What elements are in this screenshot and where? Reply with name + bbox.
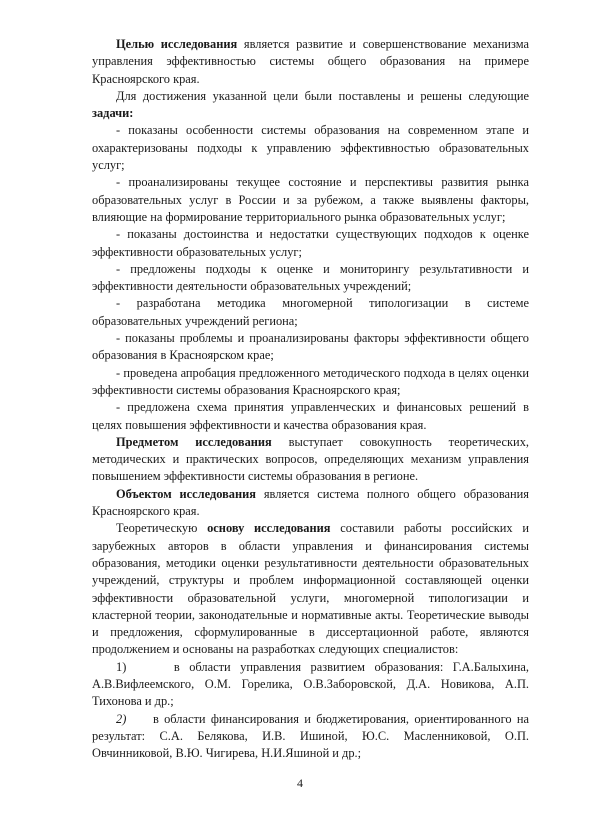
term-subject: Предметом исследования <box>116 434 272 449</box>
term-object: Объектом исследования <box>116 486 256 501</box>
paragraph-subject <box>92 434 529 486</box>
task-item: - проанализированы текущее состояние и перспективы развития рынка образовательных услуг в России и за рубежом, а также выявлены факторы, влияющие на формирование территориального рынка образовательных услуг; <box>92 175 529 224</box>
task-item: - показаны особенности системы образования на современном этапе и охарактеризованы подходы к управлению эффективностью образовательных услуг; <box>92 123 529 173</box>
theory-text-start: Теоретическую <box>116 521 208 536</box>
task-item: - показаны достоинства и недостатки существующих подходов к оценке эффективности образовательных услуг; <box>92 227 529 259</box>
paragraph-goal <box>92 36 529 88</box>
term-basis: основу исследования <box>207 521 331 536</box>
paragraph-object-text: является система полного общего образования Красноярского края. <box>92 486 529 519</box>
item-number: 2) <box>116 711 127 726</box>
paragraph-tasks-intro <box>92 88 529 123</box>
paragraph-subject-text: выступает совокупность теоретических, методических и практических вопросов, определяющих механизм управления повышением эффективности системы образования в регионе. <box>92 434 529 484</box>
task-item: - предложена схема принятия управленческих и финансовых решений в целях повышения эффективности и качества образования края. <box>92 400 529 432</box>
term-tasks: задачи: <box>92 106 134 121</box>
numbered-item-2 <box>92 711 529 763</box>
term-goal: Целью исследования <box>116 37 238 51</box>
task-item: - предложены подходы к оценке и мониторингу результативности и эффективности деятельности образовательных учреждений; <box>92 261 529 294</box>
item-number: 1) <box>116 659 127 674</box>
paragraph-object <box>92 486 529 521</box>
page-number: 4 <box>297 776 303 790</box>
task-item: - разработана методика многомерной типологизации в системе образовательных учреждений региона; <box>92 296 529 328</box>
tasks-intro-text: Для достижения указанной цели были поставлены и решены следующие <box>116 88 529 103</box>
body-text <box>92 36 529 762</box>
paragraph-theory <box>92 520 529 658</box>
theory-text-end: составили работы российских и зарубежных авторов в области управления и финансирования системы образования, методики оценки результативности деятельности образовательных учреждений, структуры и проблем информационной составляющей оценки эффективности образовательной услуги, многомерной типологизации и кластерной теории, законодательные и нормативные акты. Теоретические выводы и предложения, сформулированные в диссертационной работе, являются продолжением и основаны на разработках следующих специалистов: <box>92 521 529 657</box>
task-item: - показаны проблемы и проанализированы факторы эффективности общего образования в Красноярском крае; <box>92 331 529 363</box>
paragraph-goal-text: является развитие и совершенствование механизма управления эффективностью системы общего образования на примере Красноярского края. <box>92 37 529 86</box>
numbered-item-text: в области управления развитием образования: Г.А.Балыхина, А.В.Вифлеемского, О.М. Горелика, О.В.Заборовской, Д.А. Новикова, А.П. Тихонова и др.; <box>92 659 529 709</box>
numbered-item-text: в области финансирования и бюджетирования, ориентированного на результат: С.А. Белякова, И.В. Ишиной, Ю.С. Масленниковой, О.П. Овчинниковой, В.Ю. Чигирева, Н.И.Яшиной и др.; <box>92 711 529 761</box>
task-item: - проведена апробация предложенного методического подхода в целях оценки эффективности системы образования Красноярского края; <box>92 365 529 397</box>
numbered-item-1 <box>92 659 529 711</box>
